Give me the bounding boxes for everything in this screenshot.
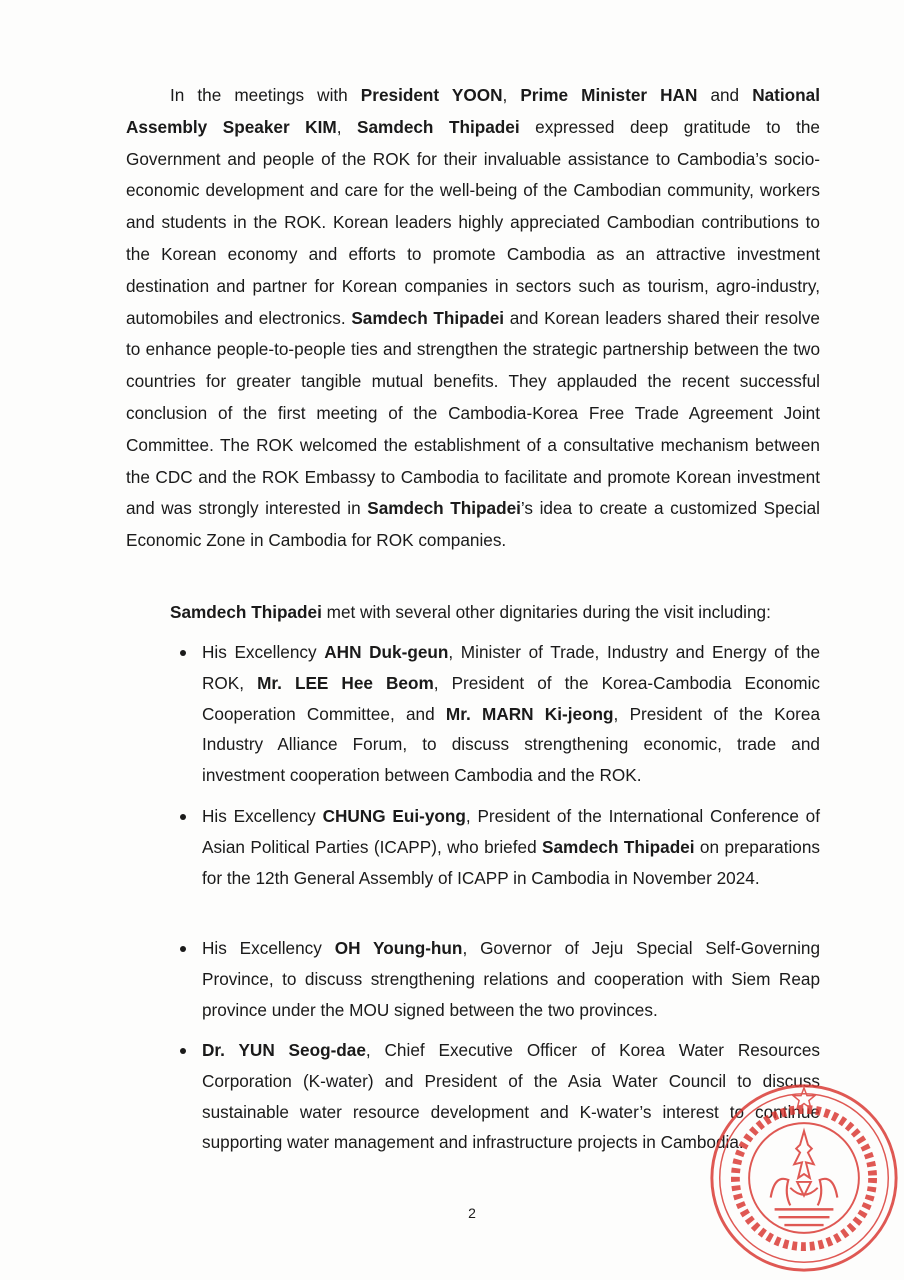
dignitary-list-item-2 <box>202 801 820 893</box>
text-run: on preparations for the 12th General Assembly of ICAPP in Cambodia in November 2024. <box>202 836 821 888</box>
bold-name: Samdech Thipadei <box>357 116 520 137</box>
text-run: , Minister of Trade, Industry and Energy of the ROK, <box>202 642 821 693</box>
bold-name: Dr. YUN Seog-dae <box>202 1040 366 1060</box>
list-item <box>202 637 820 791</box>
bold-name: President YOON <box>360 85 503 105</box>
paragraph-meetings <box>126 80 820 557</box>
text-run: His Excellency <box>202 938 335 958</box>
text-run: , Chief Executive Officer of Korea Water Resources Corporation (K-water) and President of the Asia Water Council to discuss sustainable water resource development and K-water’s interest to continue supporting water management and infrastructure projects in Cambodia. <box>202 1040 820 1153</box>
text-run: and <box>697 85 753 105</box>
bold-name: OH Young-hun <box>334 938 463 958</box>
bold-name: Mr. MARN Ki-jeong <box>445 703 614 724</box>
text-run: His Excellency <box>202 806 323 826</box>
paragraph-dignitaries-intro <box>170 597 820 629</box>
text-run: ’s idea to create a customized Special Economic Zone in Cambodia for ROK companies. <box>126 498 820 551</box>
text-run: , Governor of Jeju Special Self-Governing Province, to discuss strengthening relations and cooperation with Siem Reap province under the MOU signed between the two provinces. <box>202 938 821 1020</box>
bold-name: Samdech Thipadei <box>367 498 521 519</box>
bold-name: AHN Duk-geun <box>324 642 449 662</box>
bold-name: CHUNG Eui-yong <box>322 806 466 826</box>
official-seal-icon <box>706 1080 902 1276</box>
bold-name: Samdech Thipadei <box>170 602 322 622</box>
text-run: expressed deep gratitude to the Government and people of the ROK for their invaluable assistance to Cambodia’s socio-economic development and care for the well-being of the Cambodian community, workers and students in the ROK. Korean leaders highly appreciated Cambodian contributions to the Korean economy and efforts to promote Cambodia as an attractive investment destination and partner for Korean companies in sectors such as tourism, agro-industry, automobiles and electronics. <box>126 116 820 328</box>
text-run: His Excellency <box>202 642 325 662</box>
dignitary-list-item-1 <box>202 637 820 791</box>
bold-name: Samdech Thipadei <box>351 307 505 328</box>
bold-name: Mr. LEE Hee Beom <box>257 672 434 693</box>
list-item <box>202 933 820 1025</box>
dignitary-list-item-3 <box>202 933 820 1025</box>
text-run: , <box>502 85 521 105</box>
text-run: In the meetings with <box>170 85 361 105</box>
list-item <box>202 801 820 893</box>
text-run: and Korean leaders shared their resolve to enhance people-to-people ties and strengthen the strategic partnership between the two countries for greater tangible mutual benefits. They applauded the recent successful conclusion of the first meeting of the Cambodia-Korea Free Trade Agreement Joint Committee. The ROK welcomed the establishment of a consultative mechanism between the CDC and the ROK Embassy to Cambodia to facilitate and promote Korean investment and was strongly interested in <box>126 307 820 519</box>
bold-name: National Assembly Speaker KIM <box>126 85 820 137</box>
text-run: , President of the Korea Industry Alliance Forum, to discuss strengthening economic, trade and investment cooperation between Cambodia and the ROK. <box>202 703 820 786</box>
bold-name: Samdech Thipadei <box>542 836 695 857</box>
text-run: , <box>336 116 358 137</box>
text-run: , President of the International Conference of Asian Political Parties (ICAPP), who briefed <box>202 806 821 857</box>
page-number: 2 <box>468 1205 476 1221</box>
text-run: , President of the Korea-Cambodia Economic Cooperation Committee, and <box>202 672 821 724</box>
text-run: met with several other dignitaries during the visit including: <box>321 602 771 622</box>
bold-name: Prime Minister HAN <box>520 85 698 105</box>
